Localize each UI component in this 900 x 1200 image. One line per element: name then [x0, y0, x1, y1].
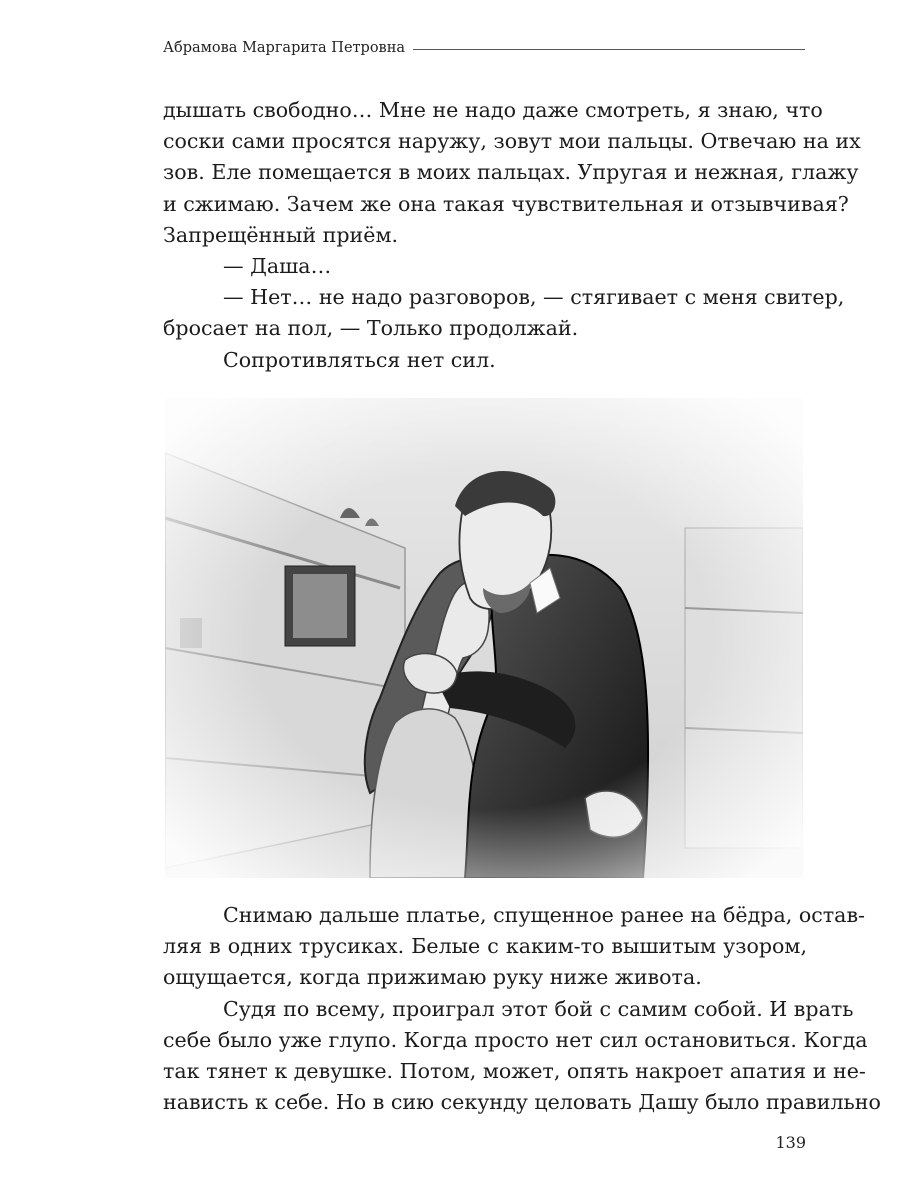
body-text-top — [163, 95, 861, 376]
text-line: себе было уже глупо. Когда просто нет сил остановиться. Когда — [163, 1027, 868, 1052]
text-line: — Даша… — [223, 254, 332, 279]
text-line: зов. Еле помещается в моих пальцах. Упругая и нежная, глажу — [163, 160, 859, 185]
paragraph-dialogue — [163, 251, 807, 282]
paragraph — [163, 994, 881, 1119]
page-number: 139 — [775, 1133, 806, 1152]
text-line: так тянет к девушке. Потом, может, опять накроет апатия и не- — [163, 1059, 866, 1084]
paragraph — [163, 95, 861, 251]
text-line: Запрещённый приём. — [163, 222, 399, 247]
running-head-author: Абрамова Маргарита Петровна — [163, 40, 406, 56]
text-line: ляя в одних трусиках. Белые с каким-то вышитым узором, — [163, 934, 807, 959]
text-line: и сжимаю. Зачем же она такая чувствительная и отзывчивая? — [163, 191, 849, 216]
text-line: — Нет… не надо разговоров, — стягивает с меня свитер, — [223, 285, 845, 310]
text-line: бросает на пол, — Только продолжай. — [163, 316, 579, 341]
running-head — [163, 36, 805, 60]
text-line: Снимаю дальше платье, спущенное ранее на бёдра, остав- — [223, 903, 866, 927]
text-line: дышать свободно… Мне не надо даже смотреть, я знаю, что — [163, 98, 823, 122]
text-line: ощущается, когда прижимаю руку ниже живота. — [163, 965, 702, 990]
kiss-illustration — [165, 398, 803, 878]
text-line: нависть к себе. Но в сию секунду целовать Дашу было правильно — [163, 1090, 881, 1115]
paragraph — [163, 900, 866, 994]
text-line: Судя по всему, проиграл этот бой с самим собой. И врать — [223, 996, 854, 1021]
body-text-bottom — [163, 900, 881, 1118]
paragraph — [163, 345, 807, 376]
pencil-sketch-image — [165, 398, 803, 878]
text-line: соски сами просятся наружу, зовут мои пальцы. Отвечаю на их — [163, 129, 861, 154]
running-head-rule — [413, 49, 805, 50]
text-line: Сопротивляться нет сил. — [223, 347, 496, 372]
paragraph-dialogue — [163, 282, 845, 344]
